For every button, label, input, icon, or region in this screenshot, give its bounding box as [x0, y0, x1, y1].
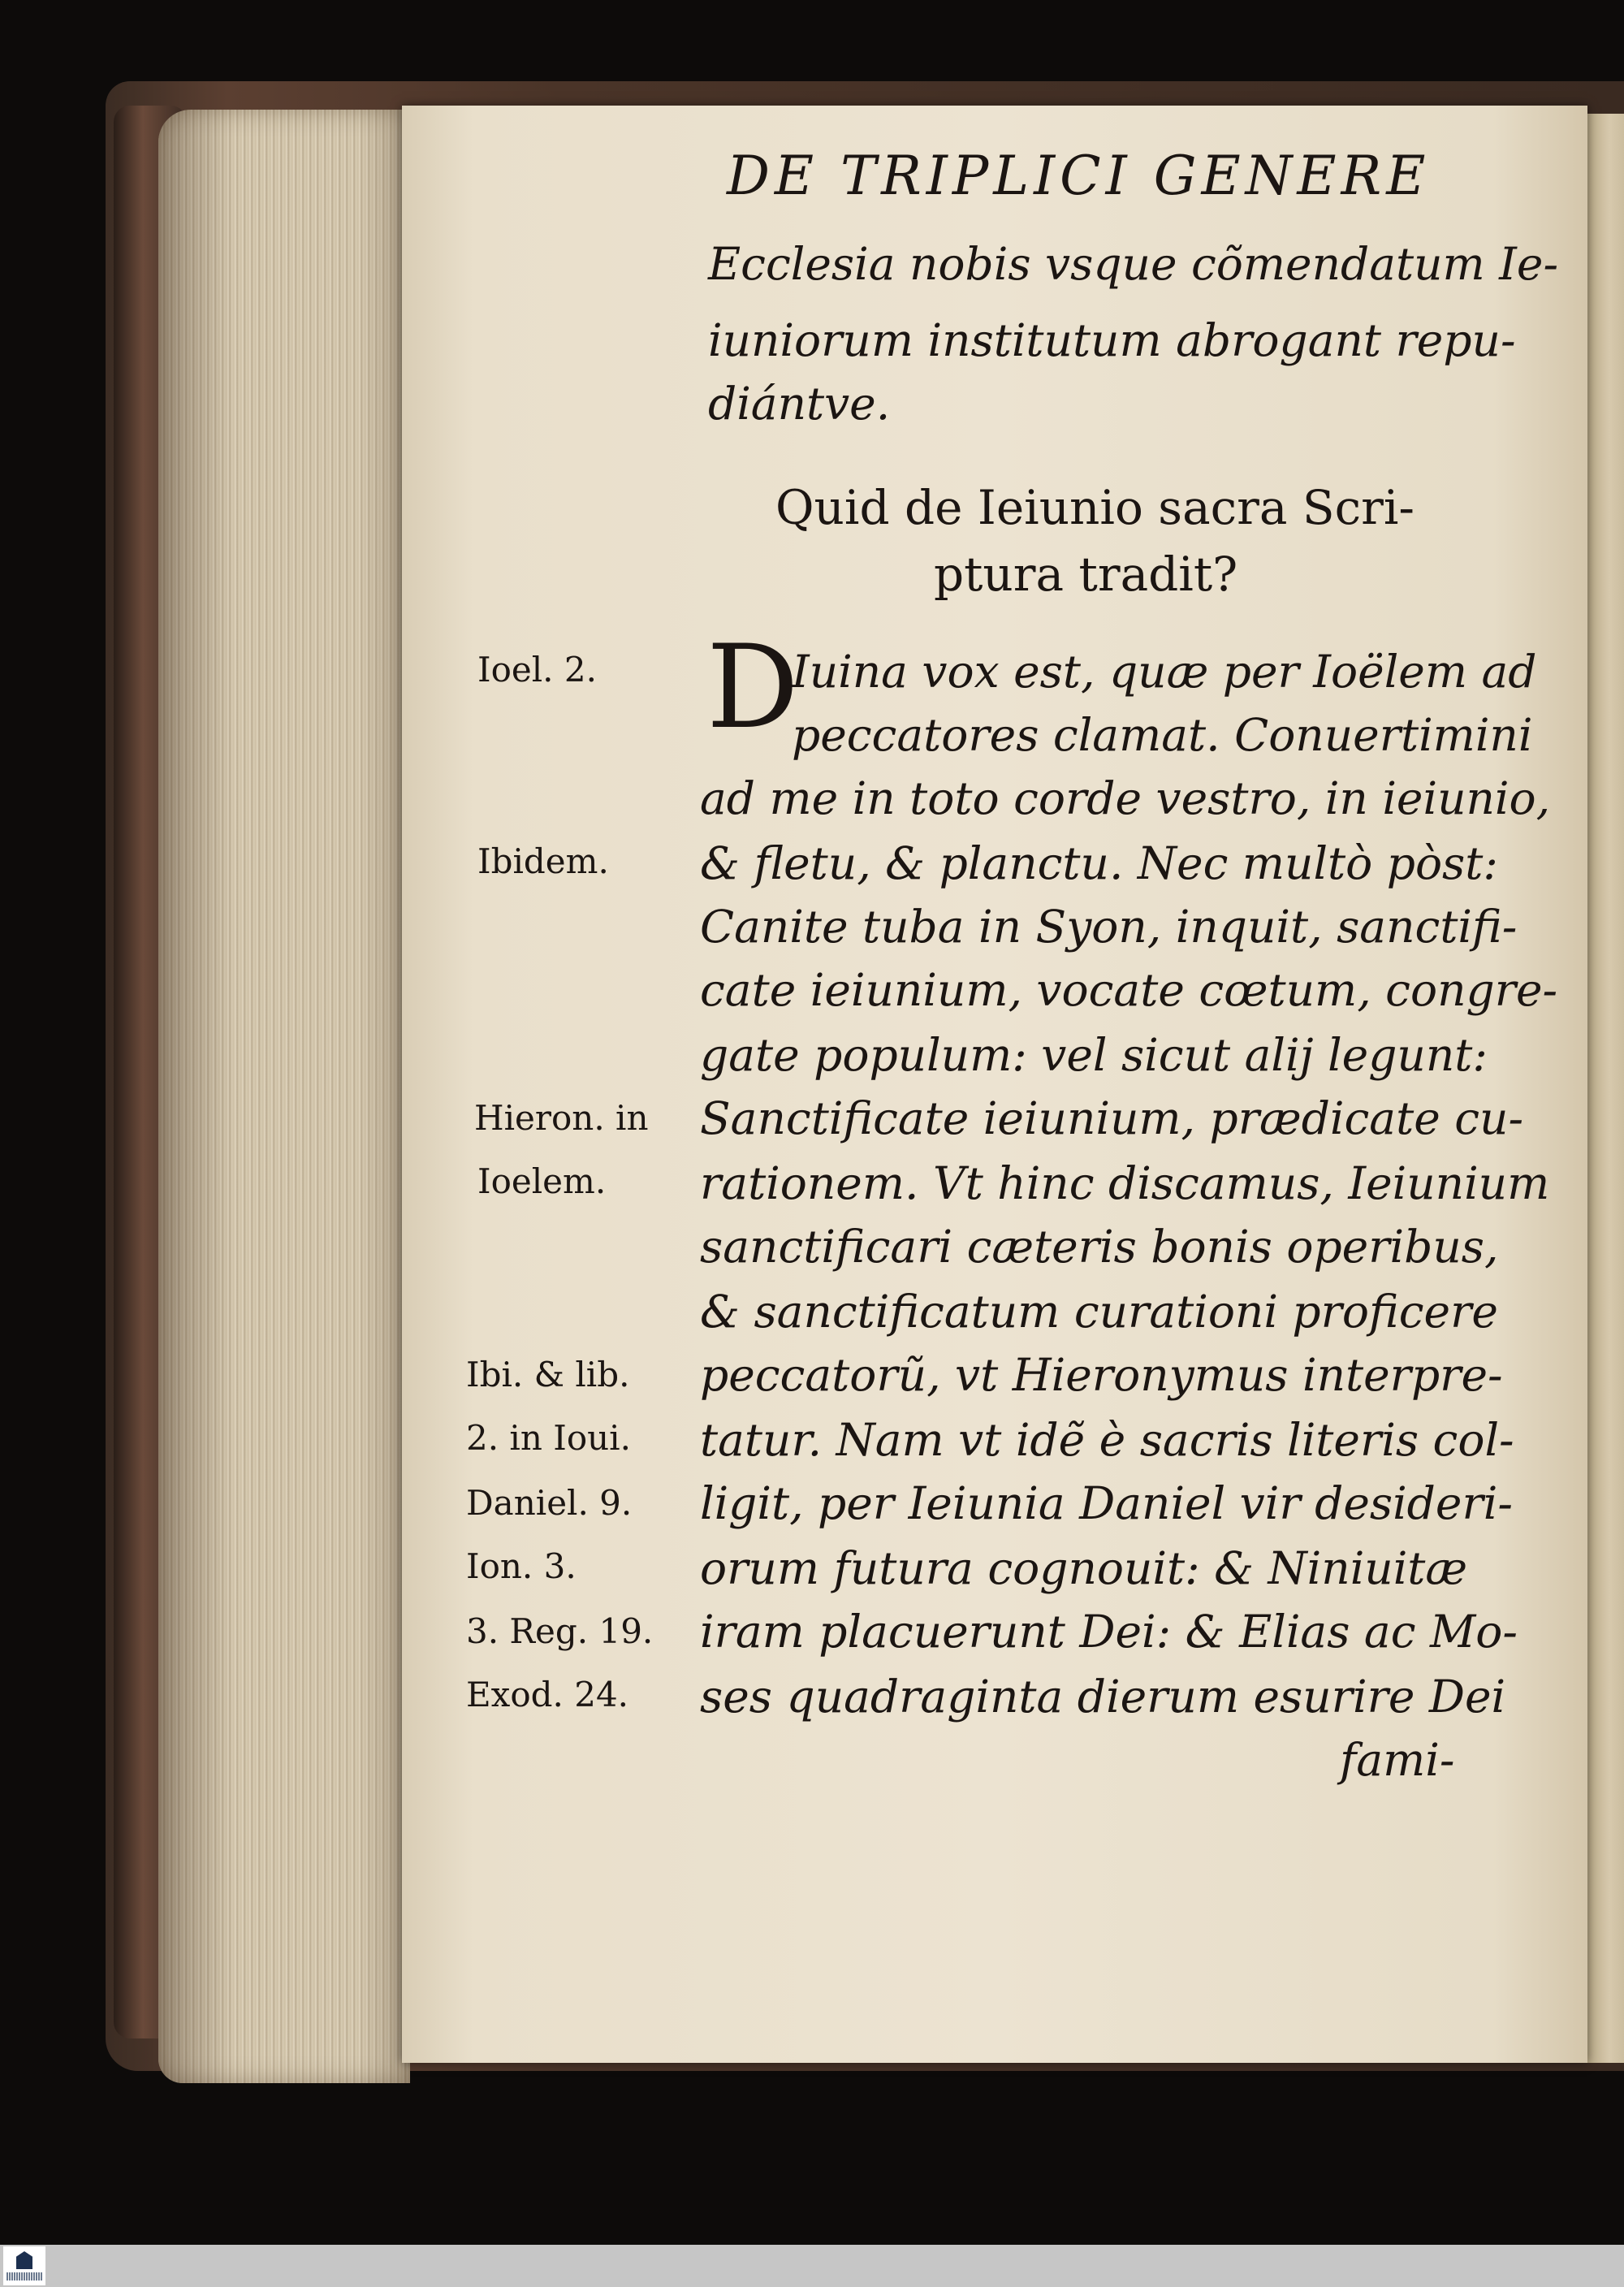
body-line: peccatorũ, vt Hieronymus interpre- [700, 1349, 1503, 1401]
margin-note: Exod. 24. [466, 1675, 629, 1714]
facing-page-edge [1587, 114, 1624, 2063]
drop-cap: D [706, 620, 799, 754]
body-line: rationem. Vt hinc discamus, Ieiunium [700, 1157, 1550, 1209]
body-line: Canite tuba in Syon, inquit, sanctifi- [700, 901, 1518, 953]
intro-line: Ecclesia nobis vsque cõmendatum Ie- [708, 238, 1559, 290]
body-line: ses quadraginta dierum esurire Dei [700, 1671, 1506, 1723]
library-logo [3, 2246, 45, 2285]
body-line: ad me in toto corde vestro, in ieiunio, [700, 772, 1551, 824]
body-line: sanctificari cæteris bonis operibus, [700, 1221, 1499, 1273]
body-line: orum futura cognouit: & Niniuitæ [700, 1542, 1468, 1594]
margin-note: 3. Reg. 19. [466, 1611, 654, 1651]
body-line: & fletu, & planctu. Nec multò pòst: [700, 837, 1498, 889]
catchword: fami- [1340, 1734, 1455, 1786]
body-line: tatur. Nam vt idẽ è sacris literis col- [700, 1414, 1514, 1466]
body-line: Sanctificate ieiunium, prædicate cu- [700, 1092, 1524, 1144]
running-head: DE TRIPLICI GENERE [727, 145, 1431, 207]
margin-note: Hieron. in [474, 1098, 649, 1138]
body-line: peccatores clamat. Conuertimini [792, 709, 1533, 761]
body-line: iram placuerunt Dei: & Elias ac Mo- [700, 1606, 1518, 1658]
body-line: ligit, per Ieiunia Daniel vir desideri- [700, 1477, 1513, 1529]
library-crest-icon [16, 2251, 32, 2269]
margin-note: Ibi. & lib. [466, 1355, 630, 1394]
body-line: cate ieiunium, vocate cœtum, congre- [700, 964, 1558, 1016]
margin-note: Daniel. 9. [466, 1483, 633, 1523]
margin-note: Ioel. 2. [477, 650, 597, 690]
question-heading-line: ptura tradit? [934, 547, 1238, 602]
page-edges-shading [158, 110, 410, 2083]
viewer-footer-bar [0, 2245, 1624, 2287]
margin-note: 2. in Ioui. [466, 1418, 631, 1458]
margin-note: Ion. 3. [466, 1546, 577, 1586]
margin-note: Ibidem. [477, 841, 609, 881]
body-line: gate populum: vel sicut alij legunt: [700, 1029, 1488, 1081]
question-heading-line: Quid de Ieiunio sacra Scri- [775, 480, 1415, 535]
margin-note: Ioelem. [477, 1161, 607, 1201]
library-logo-lettering [6, 2272, 42, 2281]
body-line: & sanctificatum curationi proficere [700, 1286, 1498, 1338]
intro-line: diántve. [708, 378, 891, 430]
intro-line: iuniorum institutum abrogant repu- [708, 314, 1516, 366]
body-line: Iuina vox est, quæ per Ioëlem ad [792, 646, 1537, 698]
